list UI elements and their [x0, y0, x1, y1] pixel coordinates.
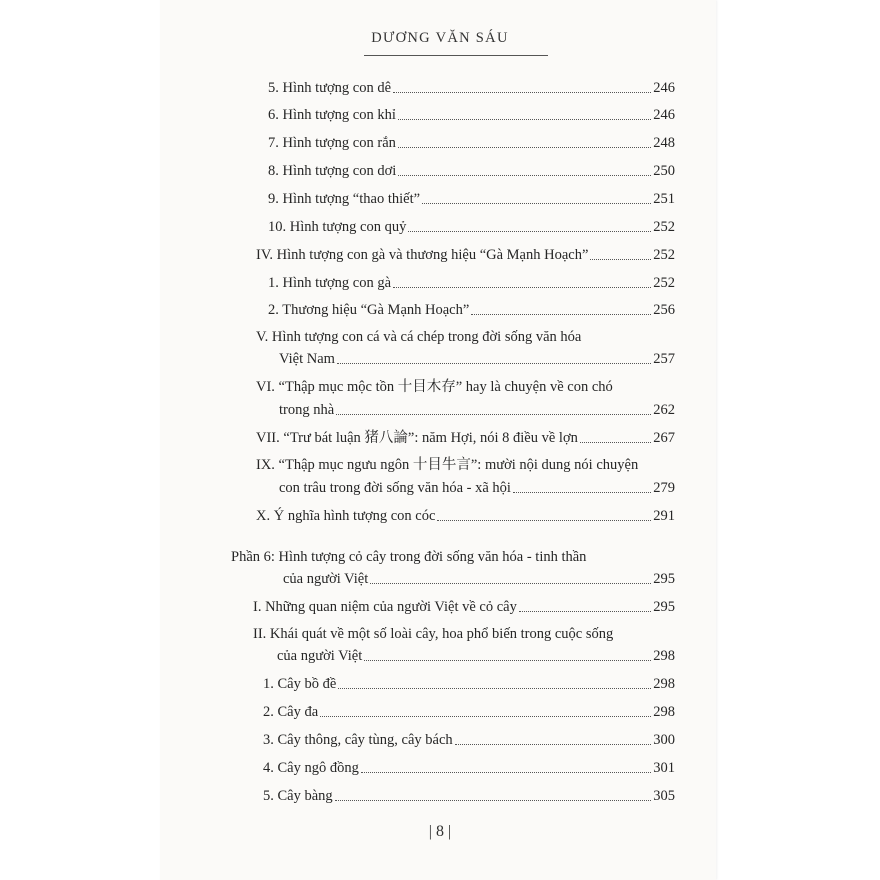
toc-entry: 2. Thương hiệu “Gà Mạnh Hoạch” 256 [268, 302, 675, 318]
toc-entry-line: VI. “Thập mục mộc tồn 十目木存” hay là chuyện về con chó [256, 379, 613, 395]
header-rule [364, 55, 548, 56]
toc-entry: 3. Cây thông, cây tùng, cây bách 300 [263, 732, 675, 748]
toc-entry: 9. Hình tượng “thao thiết” 251 [268, 191, 675, 207]
running-header: DƯƠNG VĂN SÁU [371, 30, 509, 46]
toc-entry: 5. Hình tượng con dê 246 [268, 80, 675, 96]
toc-entry: con trâu trong đời sống văn hóa - xã hội 279 [279, 480, 675, 496]
toc-entry: của người Việt 295 [283, 571, 675, 587]
toc-entry: 7. Hình tượng con rắn 248 [268, 135, 675, 151]
page-number: | 8 | [428, 823, 452, 840]
toc-entry: 4. Cây ngô đồng 301 [263, 760, 675, 776]
toc-entry: VII. “Trư bát luận 猪八論”: năm Hợi, nói 8 điều về lợn 267 [256, 430, 675, 446]
toc-entry: 5. Cây bàng 305 [263, 788, 675, 804]
toc-entry-line: IX. “Thập mục ngưu ngôn 十目牛言”: mười nội dung nói chuyện [256, 457, 639, 473]
toc-entry: 10. Hình tượng con quỷ 252 [268, 219, 675, 235]
toc-entry: 8. Hình tượng con dơi 250 [268, 163, 675, 179]
toc-entry-line: V. Hình tượng con cá và cá chép trong đời sống văn hóa [256, 329, 582, 345]
toc-entry: trong nhà 262 [279, 402, 675, 418]
toc-entry: X. Ý nghĩa hình tượng con cóc 291 [256, 508, 675, 524]
toc-entry: 1. Cây bồ đề 298 [263, 676, 675, 692]
toc-entry: của người Việt 298 [277, 648, 675, 664]
toc-entry: 1. Hình tượng con gà 252 [268, 275, 675, 291]
toc-entry: IV. Hình tượng con gà và thương hiệu “Gà Mạnh Hoạch” 252 [256, 247, 675, 263]
toc-entry: I. Những quan niệm của người Việt về cỏ cây 295 [253, 599, 675, 615]
toc-entry: Việt Nam 257 [279, 351, 675, 367]
toc-entry-line: II. Khái quát về một số loài cây, hoa phổ biến trong cuộc sống [253, 626, 614, 642]
toc-entry: 6. Hình tượng con khỉ 246 [268, 107, 675, 123]
section-heading: Phần 6: Hình tượng cỏ cây trong đời sống văn hóa - tinh thần [231, 549, 587, 565]
toc-entry: 2. Cây đa 298 [263, 704, 675, 720]
